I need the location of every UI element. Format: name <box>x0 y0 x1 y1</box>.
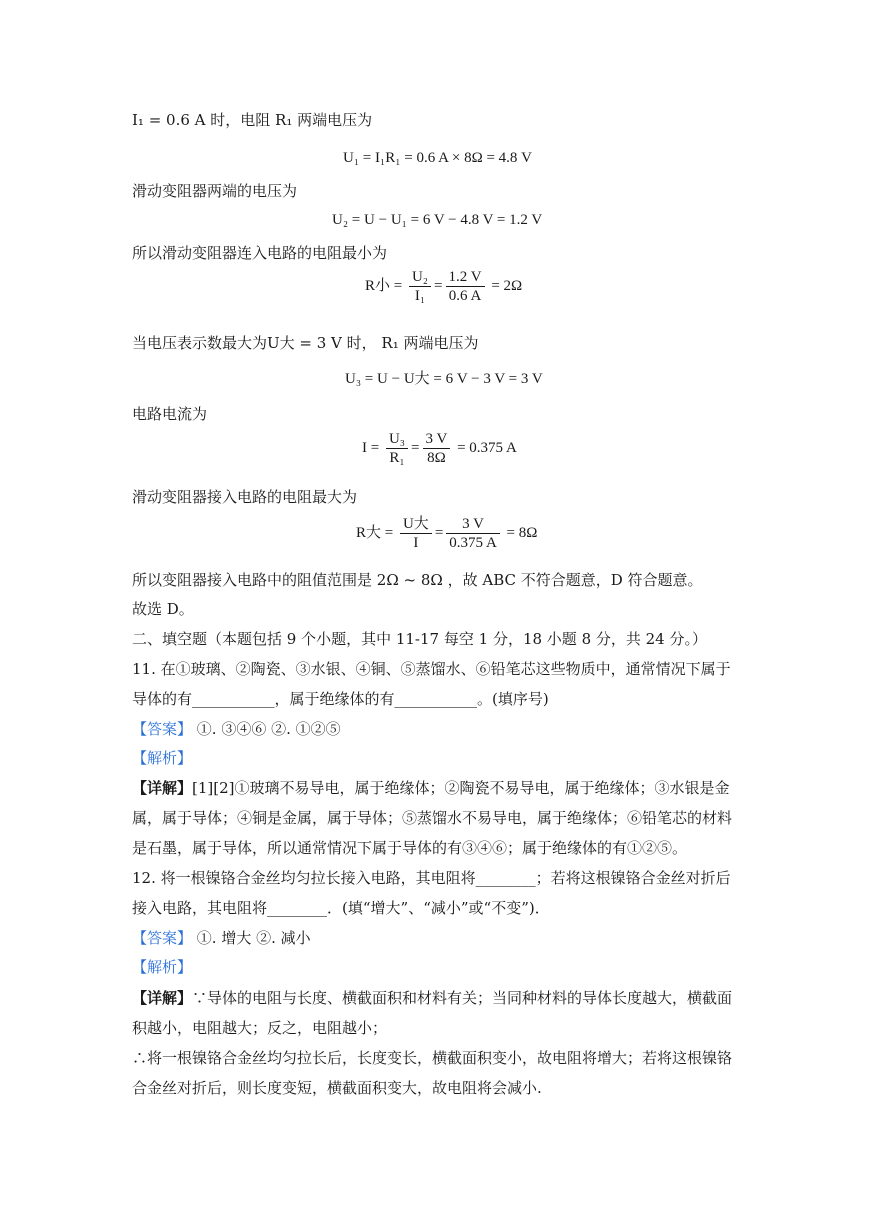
text-line: 当电压表示数最大为U大 = 3 V 时， R₁ 两端电压为 <box>132 334 479 352</box>
question-text: 12. 将一根镍铬合金丝均匀拉长接入电路，其电阻将________；若将这根镍铬合金丝对折后 <box>132 869 731 887</box>
fraction <box>423 430 451 467</box>
detail-line: ∴将一根镍铬合金丝均匀拉长后，长度变长，横截面积变小，故电阻将增大；若将这根镍铬 <box>132 1049 733 1067</box>
detail-tag: 【详解】 <box>132 779 193 797</box>
equation-fraction: I = $\frac{\text{U₃}}{\text{R₁}}$ = $\frac{3 V}{8\Omega}$ = 0.375 A <box>362 431 517 466</box>
equation-lhs: R小 = <box>365 277 403 294</box>
text-line: 滑动变阻器接入电路的电阻最大为 <box>132 488 358 506</box>
detail-line: 属，属于导体；④铜是金属，属于导体；⑤蒸馏水不易导电，属于绝缘体；⑥铅笔芯的材料 <box>132 809 733 827</box>
text-line: 故选 D。 <box>132 600 194 618</box>
numerator: 1.2 V <box>446 268 485 287</box>
question-text: 11. 在①玻璃、②陶瓷、③水银、④铜、⑤蒸馏水、⑥铅笔芯这些物质中，通常情况下属于 <box>132 660 731 678</box>
equation-rhs: = 0.375 A <box>457 439 517 456</box>
denominator: 8Ω <box>427 450 446 466</box>
answer-line <box>132 719 341 739</box>
numerator: 3 V <box>423 430 451 449</box>
fraction <box>446 515 500 552</box>
fraction <box>446 268 485 305</box>
equation-lhs: I = <box>362 439 380 456</box>
text-line: 所以变阻器接入电路中的阻值范围是 2Ω ~ 8Ω ，故 ABC 不符合题意，D 符合题意。 <box>132 571 703 589</box>
detail-text: [1][2]①玻璃不易导电，属于绝缘体；②陶瓷不易导电，属于绝缘体；③水银是金 <box>192 779 730 797</box>
answer-text: ①. ③④⑥ ②. ①②⑤ <box>192 720 341 738</box>
fraction <box>409 268 431 305</box>
equation-lhs: R大 = <box>356 524 394 541</box>
numerator: 3 V <box>446 515 500 534</box>
detail-text: ∵导体的电阻与长度、横截面积和材料有关；当同种材料的导体长度越大，横截面 <box>192 989 733 1007</box>
fraction <box>400 515 432 552</box>
detail-line: 积越小，电阻越大；反之，电阻越小； <box>132 1019 388 1037</box>
equation: U₃ = U − U大 = 6 V − 3 V = 3 V <box>345 371 543 387</box>
detail-line: 是石墨，属于导体，所以通常情况下属于导体的有③④⑥；属于绝缘体的有①②⑤。 <box>132 839 688 857</box>
equation-rhs: = 8Ω <box>506 524 538 541</box>
detail-line <box>132 988 732 1008</box>
equation-rhs: = 2Ω <box>491 277 523 294</box>
question-text: 接入电路，其电阻将________．(填“增大”、“减小”或“不变”)． <box>132 899 550 917</box>
denominator: I <box>413 535 419 551</box>
answer-tag: 【答案】 <box>132 720 193 738</box>
numerator: U₃ <box>386 430 408 449</box>
denominator: 0.6 A <box>448 288 482 304</box>
denominator: R₁ <box>389 450 405 466</box>
detail-line <box>132 778 730 798</box>
equation: U₁ = I₁R₁ = 0.6 A × 8Ω = 4.8 V <box>343 150 533 166</box>
text-line: 所以滑动变阻器连入电路的电阻最小为 <box>132 244 388 262</box>
equation-fraction: R小 = $\frac{\text{U₂}}{\text{I₁}}$ = $\frac{1.2 V}{0.6 A}$ = 2Ω <box>365 269 523 304</box>
text-line: 电路电流为 <box>132 405 208 423</box>
detail-tag: 【详解】 <box>132 989 193 1007</box>
question-text: 导体的有___________，属于绝缘体的有___________。(填序号) <box>132 690 549 708</box>
answer-tag: 【答案】 <box>132 929 193 947</box>
answer-line <box>132 928 311 948</box>
analysis-tag: 【解析】 <box>132 749 193 767</box>
numerator: U₂ <box>409 268 431 287</box>
fraction <box>386 430 408 467</box>
equation-fraction: R大 = $\frac{\text{U大}}{I}$ = $\frac{3 V}{0.375 A}$ = 8Ω <box>356 516 538 551</box>
numerator: U大 <box>400 515 432 534</box>
denominator: 0.375 A <box>449 535 497 551</box>
text-line: 滑动变阻器两端的电压为 <box>132 182 298 200</box>
denominator: I₁ <box>414 288 426 304</box>
detail-line: 合金丝对折后，则长度变短，横截面积变大，故电阻将会减小. <box>132 1079 542 1097</box>
section-heading: 二、填空题（本题包括 9 个小题，其中 11-17 每空 1 分，18 小题 8 分，共 24 分。） <box>132 630 707 648</box>
answer-text: ①. 增大 ②. 减小 <box>192 929 311 947</box>
text-line: I₁ = 0.6 A 时，电阻 R₁ 两端电压为 <box>132 111 373 129</box>
equation: U₂ = U − U₁ = 6 V − 4.8 V = 1.2 V <box>332 212 543 228</box>
analysis-tag: 【解析】 <box>132 958 193 976</box>
